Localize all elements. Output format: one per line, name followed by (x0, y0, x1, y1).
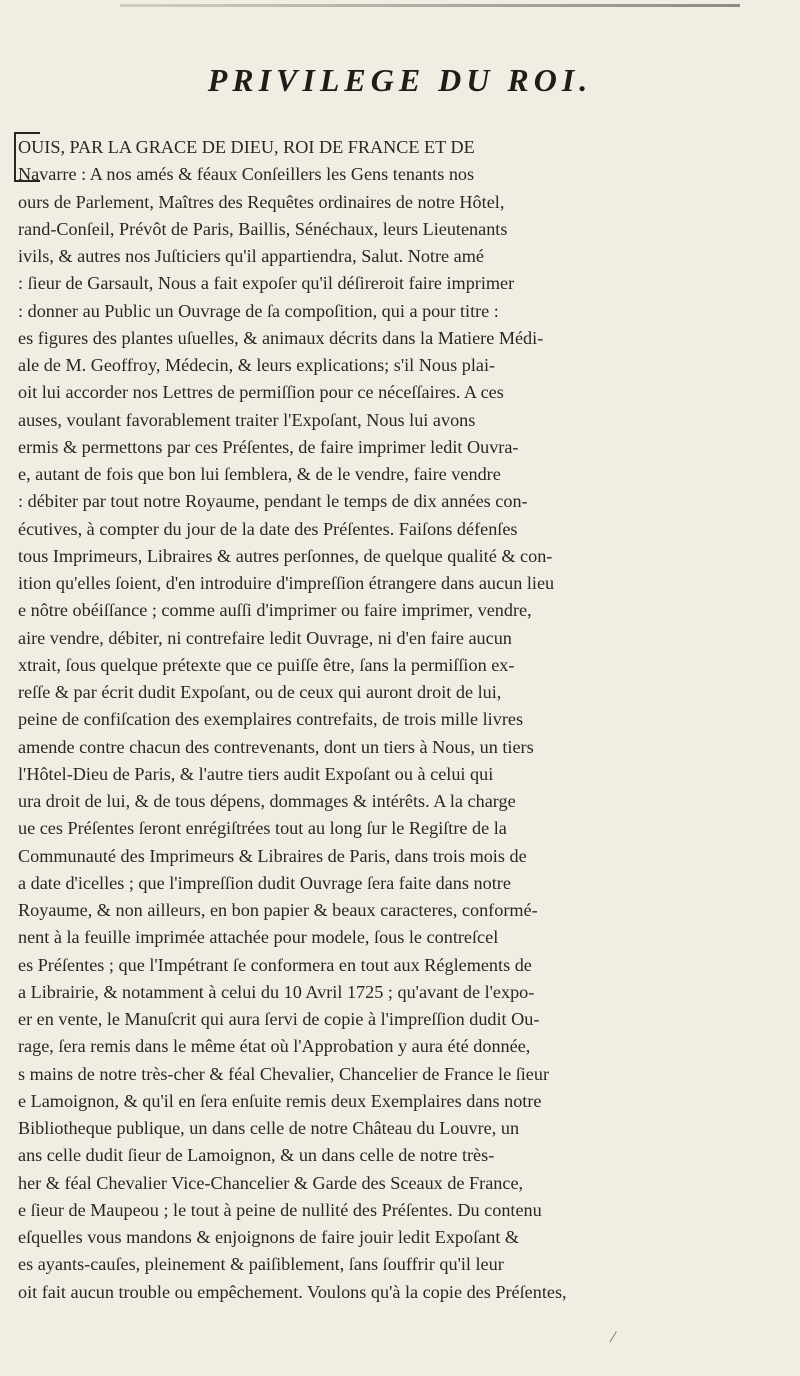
text-line: es Préſentes ; que l'Impétrant ſe conformera en tout aux Réglements de (18, 954, 532, 975)
text-line: : débiter par tout notre Royaume, pendant le temps de dix années con- (18, 491, 528, 512)
text-line: s mains de notre très-cher & féal Chevalier, Chancelier de France le ſieur (18, 1063, 550, 1084)
text-line: eſquelles vous mandons & enjoignons de faire jouir ledit Expoſant & (18, 1227, 520, 1247)
text-line: a date d'icelles ; que l'impreſſion dudit Ouvrage ſera faite dans notre (18, 872, 511, 893)
text-line: Bibliotheque publique, un dans celle de notre Château du Louvre, un (18, 1118, 520, 1138)
margin-mark: ⁄ (612, 1330, 615, 1346)
text-line: ition qu'elles ſoient, d'en introduire d'impreſſion étrangere dans aucun lieu (18, 573, 555, 593)
text-line: ivils, & autres nos Juſticiers qu'il appartiendra, Salut. Notre amé (18, 246, 484, 266)
top-rule (120, 4, 740, 7)
text-line: e Lamoignon, & qu'il en ſera enſuite remis deux Exemplaires dans notre (18, 1090, 542, 1111)
text-line: e, autant de fois que bon lui ſemblera, & de le vendre, faire vendre (18, 464, 501, 484)
text-line: a Librairie, & notamment à celui du 10 Avril 1725 ; qu'avant de l'expo- (18, 981, 535, 1002)
text-line: amende contre chacun des contrevenants, dont un tiers à Nous, un tiers (18, 736, 534, 757)
text-line: ura droit de lui, & de tous dépens, dommages & intérêts. A la charge (18, 791, 516, 811)
text-line: her & féal Chevalier Vice-Chancelier & Garde des Sceaux de France, (18, 1172, 524, 1193)
text-line: ermis & permettons par ces Préſentes, de faire imprimer ledit Ouvra- (18, 436, 519, 457)
page-title: PRIVILEGE DU ROI. (207, 62, 593, 98)
text-line: es ayants-cauſes, pleinement & paiſiblement, ſans ſouffrir qu'il leur (18, 1254, 504, 1275)
text-line: er en vente, le Manuſcrit qui aura ſervi de copie à l'impreſſion dudit Ou- (18, 1009, 540, 1029)
text-line: tous Imprimeurs, Libraires & autres perſonnes, de quelque qualité & con- (18, 545, 553, 566)
text-line: ale de M. Geoffroy, Médecin, & leurs explications; s'il Nous plai- (18, 355, 496, 375)
text-line: écutives, à compter du jour de la date des Préſentes. Faiſons défenſes (18, 518, 518, 539)
text-line: rage, ſera remis dans le même état où l'Approbation y aura été donnée, (18, 1036, 531, 1057)
text-line: xtrait, ſous quelque prétexte que ce puiſſe être, ſans la permiſſion ex- (18, 654, 515, 675)
text-line: nent à la feuille imprimée attachée pour modele, ſous le contreſcel (18, 927, 499, 948)
text-line: Communauté des Imprimeurs & Libraires de Paris, dans trois mois de (18, 845, 527, 866)
text-line: oit lui accorder nos Lettres de permiſſion pour ce néceſſaires. A ces (18, 382, 504, 403)
text-line: Royaume, & non ailleurs, en bon papier & beaux caracteres, conformé- (18, 900, 538, 920)
text-line: ours de Parlement, Maîtres des Requêtes ordinaires de notre Hôtel, (18, 191, 505, 212)
text-line: ans celle dudit ſieur de Lamoignon, & un dans celle de notre très- (18, 1145, 495, 1166)
text-line: : donner au Public un Ouvrage de ſa compoſition, qui a pour titre : (18, 300, 499, 321)
text-line: aire vendre, débiter, ni contrefaire ledit Ouvrage, ni d'en faire aucun (18, 627, 512, 648)
text-line: e nôtre obéiſſance ; comme auſſi d'imprimer ou faire imprimer, vendre, (18, 600, 532, 621)
privilege-text (18, 134, 786, 1306)
text-line: Navarre : A nos amés & féaux Conſeillers les Gens tenants nos (18, 164, 475, 185)
text-line: es figures des plantes uſuelles, & animaux décrits dans la Matiere Médi- (18, 327, 544, 348)
text-line: reſſe & par écrit dudit Expoſant, ou de ceux qui auront droit de lui, (18, 682, 502, 702)
text-line: peine de confiſcation des exemplaires contrefaits, de trois mille livres (18, 709, 524, 730)
text-line: l'Hôtel-Dieu de Paris, & l'autre tiers audit Expoſant ou à celui qui (18, 763, 494, 784)
text-line: oit fait aucun trouble ou empêchement. Voulons qu'à la copie des Préſentes, (18, 1281, 567, 1302)
text-line: auses, voulant favorablement traiter l'Expoſant, Nous lui avons (18, 409, 476, 430)
text-line: e ſieur de Maupeou ; le tout à peine de nullité des Préſentes. Du contenu (18, 1199, 542, 1220)
text-line: rand-Conſeil, Prévôt de Paris, Baillis, Sénéchaux, leurs Lieutenants (18, 218, 508, 239)
text-line: OUIS, PAR LA GRACE DE DIEU, ROI DE FRANCE ET DE (18, 137, 475, 157)
text-line: ue ces Préſentes ſeront enrégiſtrées tout au long ſur le Regiſtre de la (18, 818, 507, 839)
text-line: : ſieur de Garsault, Nous a fait expoſer qu'il déſireroit faire imprimer (18, 273, 515, 294)
